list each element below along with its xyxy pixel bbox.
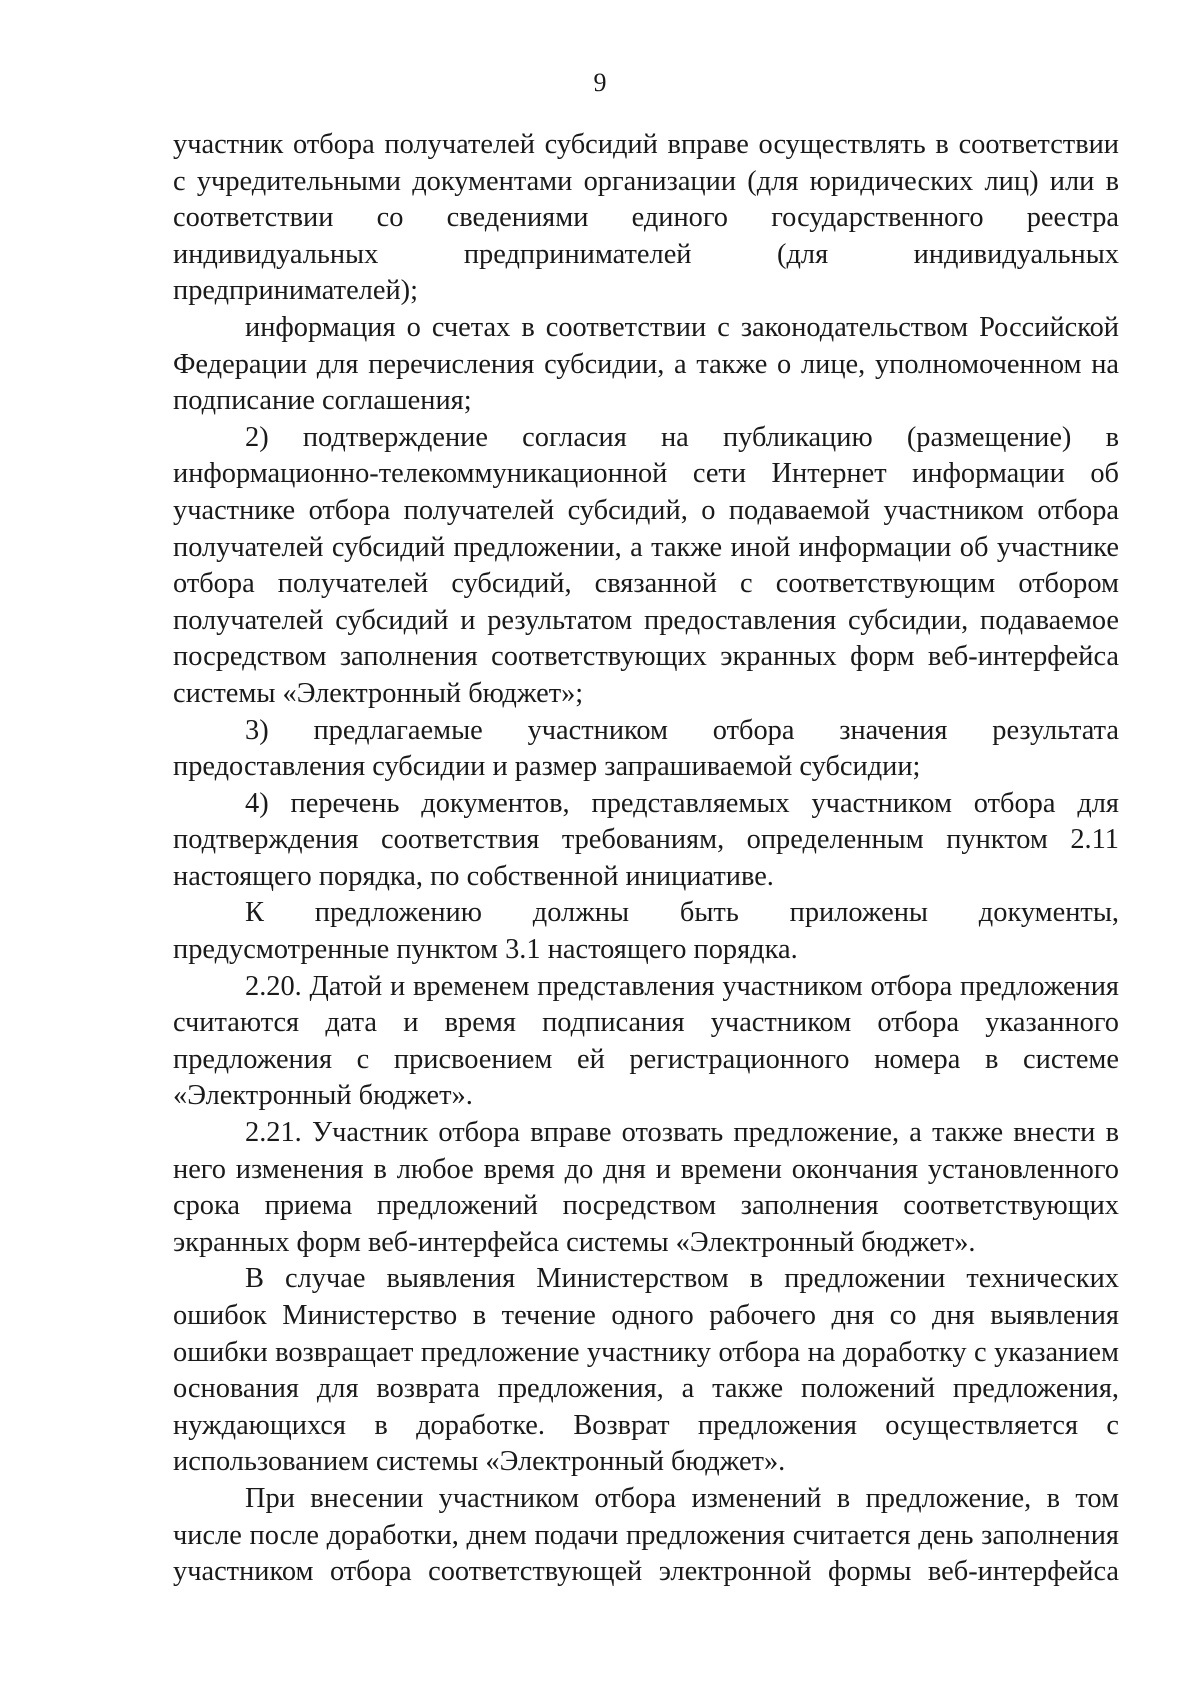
paragraph-item-4: 4) перечень документов, представляемых участником отбора для подтверждения соответствия требованиям, определенным пунктом 2.11 настоящего порядка, по собственной инициативе.: [173, 787, 1119, 892]
paragraph-item-3: 3) предлагаемые участником отбора значения результата предоставления субсидии и размер запрашиваемой субсидии;: [173, 714, 1119, 783]
paragraph-continuation: участник отбора получателей субсидий вправе осуществлять в соответствии с учредительными документами организации (для юридических лиц) или в соответствии со сведениями единого государственного реестра индивидуальных предпринимателей (для индивидуальных предпринимателей);: [173, 129, 1119, 307]
paragraph-errors: В случае выявления Министерством в предложении технических ошибок Министерство в течение одного рабочего дня со дня выявления ошибки возвращает предложение участнику отбора на доработку с указанием основания для возврата предложения, а также положений предложения, нуждающихся в доработке. Возврат предложения осуществляется с использованием системы «Электронный бюджет».: [173, 1263, 1119, 1478]
page-number: 9: [593, 68, 607, 97]
paragraph-item-2: 2) подтверждение согласия на публикацию (размещение) в информационно-телекоммуникационной сети Интернет информации об участнике отбора получателей субсидий, о подаваемой участником отбора получателей субсидий предложении, а также иной информации об участнике отбора получателей субсидий, связанной с соответствующим отбором получателей субсидий и результатом предоставления субсидии, подаваемое посредством заполнения соответствующих экранных форм веб-интерфейса системы «Электронный бюджет»;: [173, 421, 1119, 709]
document-body: [173, 127, 1119, 1591]
paragraph-account-info: информация о счетах в соответствии с законодательством Российской Федерации для перечисления субсидии, а также о лице, уполномоченном на подписание соглашения;: [173, 311, 1119, 417]
paragraph-changes: При внесении участником отбора изменений в предложение, в том числе после доработки, днем подачи предложения считается день заполнения участником отбора соответствующей электронной формы веб-интерфейса: [173, 1482, 1119, 1588]
paragraph-2-20: 2.20. Датой и временем представления участником отбора предложения считаются дата и время подписания участником отбора указанного предложения с присвоением ей регистрационного номера в системе «Электронный бюджет».: [173, 970, 1119, 1112]
paragraph-2-21: 2.21. Участник отбора вправе отозвать предложение, а также внести в него изменения в любое время до дня и времени окончания установленного срока приема предложений посредством заполнения соответствующих экранных форм веб-интерфейса системы «Электронный бюджет».: [173, 1117, 1119, 1258]
paragraph-attachments: К предложению должны быть приложены документы, предусмотренные пунктом 3.1 настоящего порядка.: [173, 897, 1119, 966]
